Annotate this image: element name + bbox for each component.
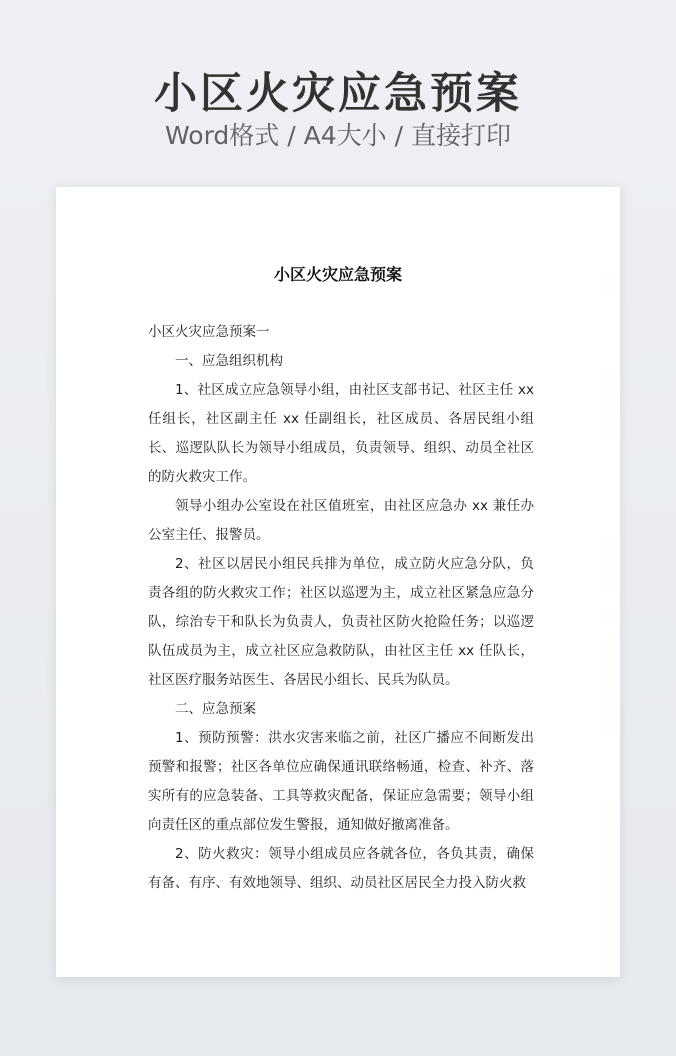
paragraph: 2、防火救灾：领导小组成员应各就各位，各负其责，确保有备、有序、有效地领导、组织、动员社区居民全力投入防火救: [148, 846, 534, 891]
document-body: [148, 318, 534, 898]
banner-subtitle: Word格式 / A4大小 / 直接打印: [165, 121, 511, 150]
banner-title: 小区火灾应急预案: [154, 69, 522, 119]
section-heading: 一、应急组织机构: [175, 353, 283, 369]
paragraph: 领导小组办公室设在社区值班室，由社区应急办 xx 兼任办公室主任、报警员。: [148, 498, 534, 543]
section-heading: 二、应急预案: [175, 701, 256, 717]
paragraph: 2、社区以居民小组民兵排为单位，成立防火应急分队，负责各组的防火救灾工作；社区以巡逻为主，成立社区紧急应急分队，综治专干和队长为负责人，负责社区防火抢险任务；以巡逻队伍成员为主，成立社区应急救防队，由社区主任 xx 任队长，社区医疗服务站医生、各居民小组长、民兵为队员。: [148, 556, 534, 688]
paragraph: 1、预防预警：洪水灾害来临之前，社区广播应不间断发出预警和报警；社区各单位应确保通讯联络畅通，检查、补齐、落实所有的应急装备、工具等救灾配备，保证应急需要；领导小组向责任区的重点部位发生警报，通知做好撤离准备。: [148, 730, 534, 833]
paragraph: 小区火灾应急预案一: [148, 324, 270, 340]
document-title: 小区火灾应急预案: [273, 265, 402, 284]
document-page: [56, 187, 620, 977]
paragraph: 1、社区成立应急领导小组，由社区支部书记、社区主任 xx 任组长，社区副主任 xx 任副组长，社区成员、各居民组小组长、巡逻队队长为领导小组成员，负责领导、组织、动员全社区的防火救灾工作。: [148, 382, 534, 485]
